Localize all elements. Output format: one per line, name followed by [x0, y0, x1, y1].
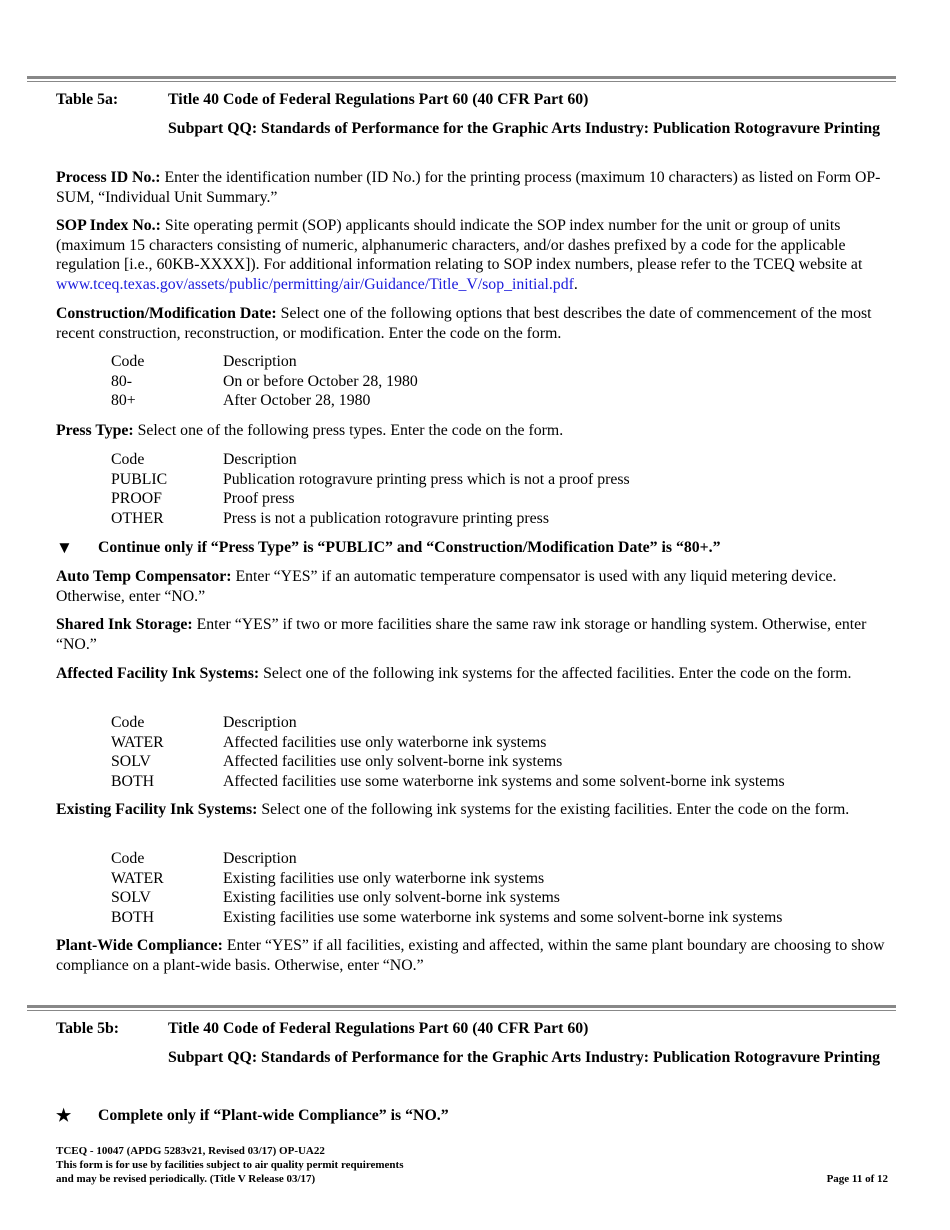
code-value: 80-	[111, 372, 133, 390]
table-5a-subpart: Subpart QQ: Standards of Performance for the Graphic Arts Industry: Publication Rotogravure Printing	[168, 120, 881, 137]
affected-ink-text: Select one of the following ink systems for the affected facilities. Enter the code on the form.	[259, 665, 852, 682]
code-value: 80+	[111, 392, 136, 410]
construction-code-table	[111, 352, 891, 411]
code-value: PUBLIC	[111, 470, 168, 488]
code-table-row	[111, 752, 891, 772]
table-5a-title: Title 40 Code of Federal Regulations Part 60 (40 CFR Part 60)	[168, 91, 589, 108]
description-header: Description	[223, 353, 297, 370]
shared-ink-paragraph	[56, 615, 886, 654]
sop-index-after: .	[573, 275, 578, 293]
code-table-header	[111, 713, 891, 733]
code-value: OTHER	[111, 509, 164, 527]
affected-ink-paragraph	[56, 664, 886, 684]
code-table-row	[111, 888, 891, 908]
process-id-term: Process ID No.:	[56, 169, 161, 186]
footer-usage-note: This form is for use by facilities subject to air quality permit requirements	[56, 1159, 404, 1171]
shared-ink-text: Enter “YES” if two or more facilities share the same raw ink storage or handling system. Otherwise, enter “NO.”	[56, 616, 867, 653]
code-description: Existing facilities use some waterborne ink systems and some solvent-borne ink systems	[223, 908, 783, 926]
code-table-row	[111, 772, 891, 792]
continue-instruction-text: Continue only if “Press Type” is “PUBLIC” and “Construction/Modification Date” is “80+.”	[98, 539, 721, 556]
code-table-row	[111, 509, 891, 529]
plant-wide-paragraph	[56, 936, 886, 975]
table-5b-label: Table 5b:	[56, 1020, 120, 1037]
press-type-paragraph	[56, 421, 886, 441]
description-header: Description	[223, 714, 297, 731]
code-table-row	[111, 470, 891, 490]
sop-index-paragraph	[56, 216, 886, 294]
sop-index-link[interactable]: www.tceq.texas.gov/assets/public/permitting/air/Guidance/Title_V/sop_initial.pdf	[56, 275, 574, 293]
code-description: On or before October 28, 1980	[223, 372, 418, 390]
press-type-code-table	[111, 450, 891, 528]
table-5b-subpart: Subpart QQ: Standards of Performance for the Graphic Arts Industry: Publication Rotogravure Printing	[168, 1049, 881, 1066]
plant-wide-term: Plant-Wide Compliance:	[56, 937, 223, 954]
complete-instruction-text: Complete only if “Plant-wide Compliance” is “NO.”	[98, 1107, 449, 1124]
code-table-row	[111, 391, 891, 411]
code-description: Existing facilities use only solvent-borne ink systems	[223, 889, 560, 907]
footer-form-id: TCEQ - 10047 (APDG 5283v21, Revised 03/17) OP-UA22	[56, 1145, 325, 1157]
code-table-row	[111, 372, 891, 392]
code-description: Proof press	[223, 490, 295, 508]
construction-paragraph	[56, 304, 886, 343]
code-value: PROOF	[111, 490, 162, 508]
code-table-row	[111, 908, 891, 928]
sop-index-text: Site operating permit (SOP) applicants should indicate the SOP index number for the unit or group of units (maximum 15 characters consisting of numeric, alphanumeric characters, and/or dashes prefixed by a code for the applicable regulation [i.e., 60KB-XXXX]). For additional information relating to SOP index numbers, please refer to the TCEQ website at	[56, 217, 863, 274]
code-table-row	[111, 733, 891, 753]
sop-index-term: SOP Index No.:	[56, 217, 161, 234]
shared-ink-term: Shared Ink Storage:	[56, 616, 193, 633]
code-value: SOLV	[111, 753, 151, 771]
existing-ink-paragraph	[56, 800, 886, 820]
section-divider-bottom	[27, 1005, 896, 1008]
code-table-row	[111, 489, 891, 509]
section-divider-top	[27, 76, 896, 79]
page-number: Page 11 of 12	[826, 1173, 888, 1185]
code-value: SOLV	[111, 889, 151, 907]
press-type-text: Select one of the following press types. Enter the code on the form.	[133, 422, 564, 439]
table-5a-label: Table 5a:	[56, 91, 119, 108]
existing-ink-code-table	[111, 849, 891, 927]
existing-ink-text: Select one of the following ink systems for the existing facilities. Enter the code on the form.	[257, 801, 850, 818]
process-id-paragraph	[56, 168, 886, 207]
code-value: BOTH	[111, 772, 155, 790]
code-header: Code	[111, 714, 145, 731]
code-header: Code	[111, 353, 145, 370]
affected-ink-code-table	[111, 713, 891, 791]
code-table-row	[111, 869, 891, 889]
code-header: Code	[111, 451, 145, 468]
description-header: Description	[223, 451, 297, 468]
star-icon: ★	[56, 1106, 72, 1125]
process-id-text: Enter the identification number (ID No.) for the printing process (maximum 10 characters) as listed on Form OP-SUM, “Individual Unit Summary.”	[56, 169, 881, 206]
press-type-term: Press Type:	[56, 422, 134, 439]
description-header: Description	[223, 850, 297, 867]
page-footer	[56, 1144, 888, 1186]
auto-temp-text: Enter “YES” if an automatic temperature compensator is used with any liquid metering device. Otherwise, enter “NO.”	[56, 568, 837, 605]
existing-ink-term: Existing Facility Ink Systems:	[56, 801, 258, 818]
code-header: Code	[111, 850, 145, 867]
code-table-header	[111, 849, 891, 869]
code-description: Publication rotogravure printing press which is not a proof press	[223, 470, 630, 488]
code-value: WATER	[111, 869, 164, 887]
construction-term: Construction/Modification Date:	[56, 305, 277, 322]
plant-wide-text: Enter “YES” if all facilities, existing and affected, within the same plant boundary are choosing to show compliance on a plant-wide basis. Otherwise, enter “NO.”	[56, 937, 885, 974]
code-description: Affected facilities use only waterborne ink systems	[223, 733, 547, 751]
table-5b-title: Title 40 Code of Federal Regulations Part 60 (40 CFR Part 60)	[168, 1020, 589, 1037]
code-value: WATER	[111, 733, 164, 751]
code-description: After October 28, 1980	[223, 392, 371, 410]
code-description: Affected facilities use some waterborne ink systems and some solvent-borne ink systems	[223, 772, 785, 790]
code-description: Press is not a publication rotogravure printing press	[223, 509, 549, 527]
code-description: Affected facilities use only solvent-borne ink systems	[223, 753, 563, 771]
construction-text: Select one of the following options that best describes the date of commencement of the most recent construction, reconstruction, or modification. Enter the code on the form.	[56, 305, 872, 342]
auto-temp-term: Auto Temp Compensator:	[56, 568, 232, 585]
code-description: Existing facilities use only waterborne ink systems	[223, 869, 545, 887]
down-triangle-icon: ▼	[56, 538, 73, 557]
auto-temp-paragraph	[56, 567, 886, 606]
code-table-header	[111, 450, 891, 470]
footer-revision-note: and may be revised periodically. (Title V Release 03/17)	[56, 1173, 316, 1185]
code-table-header	[111, 352, 891, 372]
code-value: BOTH	[111, 908, 155, 926]
affected-ink-term: Affected Facility Ink Systems:	[56, 665, 260, 682]
